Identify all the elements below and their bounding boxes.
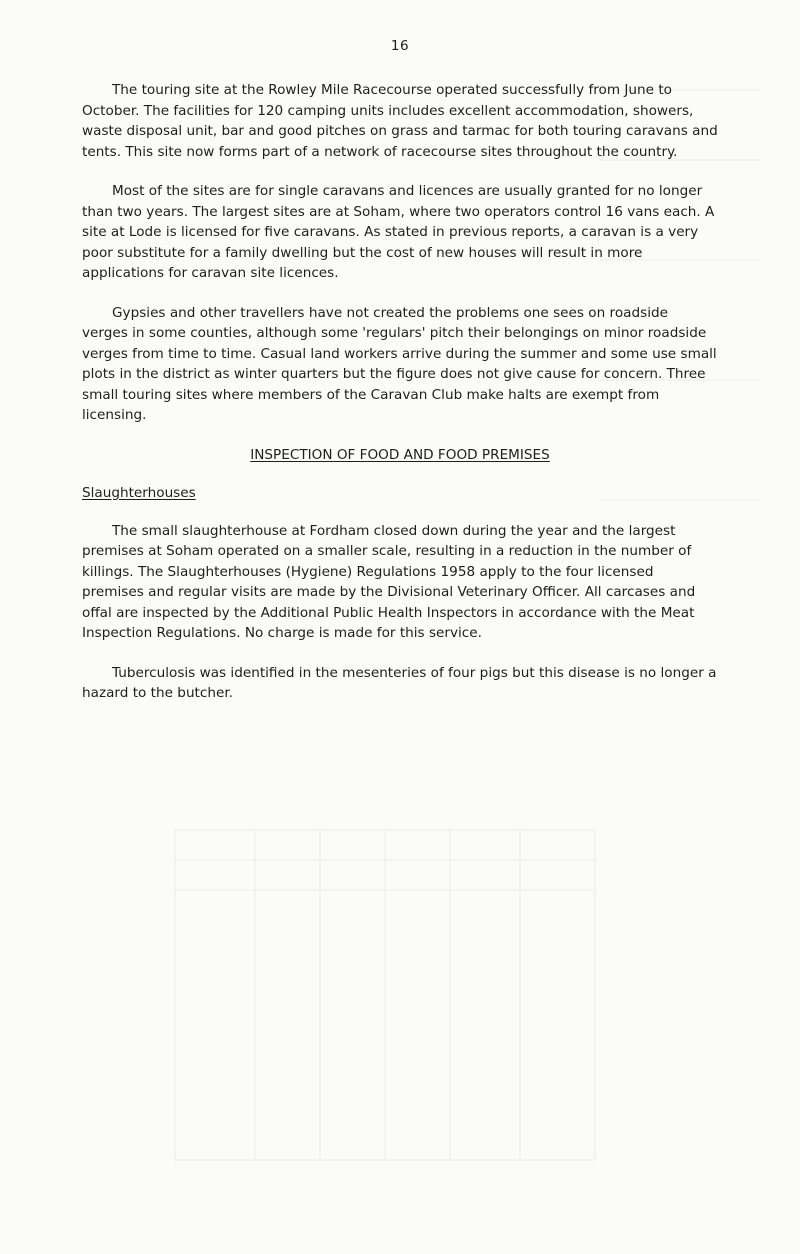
paragraph-touring-site: The touring site at the Rowley Mile Racecourse operated successfully from June to October. The facilities for 120 camping units includes excellent accommodation, showers, waste disposal unit, bar and good pitches on grass and tarmac for both touring caravans and tents. This site now forms part of a network of racecourse sites throughout the country.: [82, 82, 718, 160]
paragraph-gypsies-travellers: Gypsies and other travellers have not created the problems one sees on roadside verges in some counties, although some 'regulars' pitch their belongings on minor roadside verges from time to time. Casual land workers arrive during the summer and some use small plots in the district as winter quarters but the figure does not give cause for concern. Three small touring sites where members of the Caravan Club make halts are exempt from licensing.: [82, 304, 717, 423]
section-heading: INSPECTION OF FOOD AND FOOD PREMISES: [250, 446, 550, 463]
paragraph-slaughterhouses: The small slaughterhouse at Fordham closed down during the year and the largest premises at Soham operated on a smaller scale, resulting in a reduction in the number of killings. The Slaughterhouses (Hygiene) Regulations 1958 apply to the four licensed premises and regular visits are made by the Divisional Veterinary Officer. All carcases and offal are inspected by the Additional Public Health Inspectors in accordance with the Meat Inspection Regulations. No charge is made for this service.: [82, 522, 696, 641]
paragraph-tuberculosis: Tuberculosis was identified in the mesenteries of four pigs but this disease is no longer a hazard to the butcher.: [82, 664, 717, 701]
subheading-slaughterhouses: Slaughterhouses: [82, 484, 196, 501]
body-text: [82, 80, 718, 723]
paragraph-caravan-licences: Most of the sites are for single caravans and licences are usually granted for no longer than two years. The largest sites are at Soham, where two operators control 16 vans each. A site at Lode is licensed for five caravans. As stated in previous reports, a caravan is a very poor substitute for a family dwelling but the cost of new houses will result in more applications for caravan site licences.: [82, 183, 715, 281]
page-number: 16: [390, 38, 410, 54]
